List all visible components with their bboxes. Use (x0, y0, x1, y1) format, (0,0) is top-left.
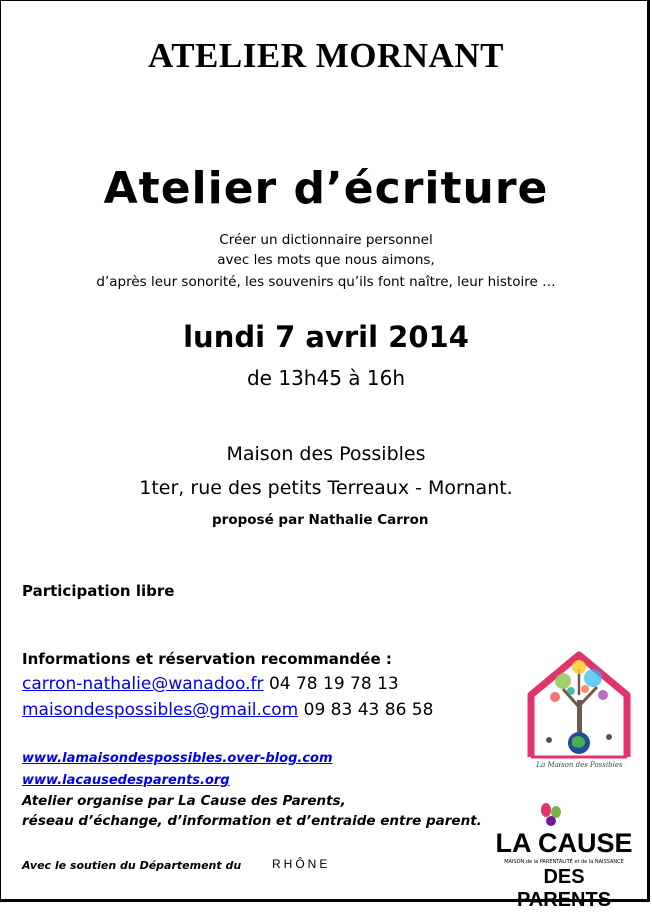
house-icon (527, 645, 632, 760)
venue-name: Maison des Possibles (226, 443, 426, 465)
lacause-bottom-text: DES PARENTS (516, 866, 612, 911)
event-time: de 13h45 à 16h (246, 366, 406, 390)
description-line: d’après leur sonorité, les souvenirs qu’ils font naître, leur histoire … (96, 274, 556, 290)
rhone-logo: RHÔNE (272, 857, 331, 871)
page-title: ATELIER MORNANT (148, 36, 504, 75)
website-link-maison[interactable]: www.lamaisondespossibles.over-blog.com (22, 751, 333, 766)
description-line: Créer un dictionnaire personnel (219, 232, 433, 248)
participation-note: Participation libre (22, 582, 175, 600)
phone-number: 04 78 19 78 13 (268, 674, 399, 694)
email-link[interactable]: carron-nathalie@wanadoo.fr (22, 674, 264, 694)
maison-signature: La Maison des Possibles (536, 761, 623, 769)
contact-row (22, 700, 433, 720)
contact-row (22, 674, 399, 694)
website-row (22, 751, 333, 766)
footer-organiser: Atelier organise par La Cause des Parents, (22, 793, 346, 809)
event-title: Atelier d’écriture (103, 163, 549, 214)
venue-address: 1ter, rue des petits Terreaux - Mornant. (139, 477, 513, 499)
lacause-main-text: LA CAUSE (495, 828, 633, 858)
email-link[interactable]: maisondespossibles@gmail.com (22, 700, 299, 720)
footer-network: réseau d’échange, d’information et d’entraide entre parent. (22, 813, 482, 829)
description-line: avec les mots que nous aimons, (217, 252, 435, 268)
event-date: lundi 7 avril 2014 (183, 320, 469, 354)
lacause-logo (494, 800, 634, 911)
phone-number: 09 83 43 86 58 (303, 700, 434, 720)
website-row (22, 773, 230, 788)
website-link-lacause[interactable]: www.lacausedesparents.org (22, 773, 230, 788)
info-heading: Informations et réservation recommandée : (22, 650, 392, 668)
maison-possibles-logo (527, 645, 632, 775)
support-note: Avec le soutien du Département du (22, 859, 242, 872)
lacause-emblem-icon (494, 800, 634, 830)
lacause-tagline: MAISON de la PARENTALITÉ et de la NAISSANCE (504, 859, 624, 865)
organizer-line: proposé par Nathalie Carron (212, 512, 429, 528)
